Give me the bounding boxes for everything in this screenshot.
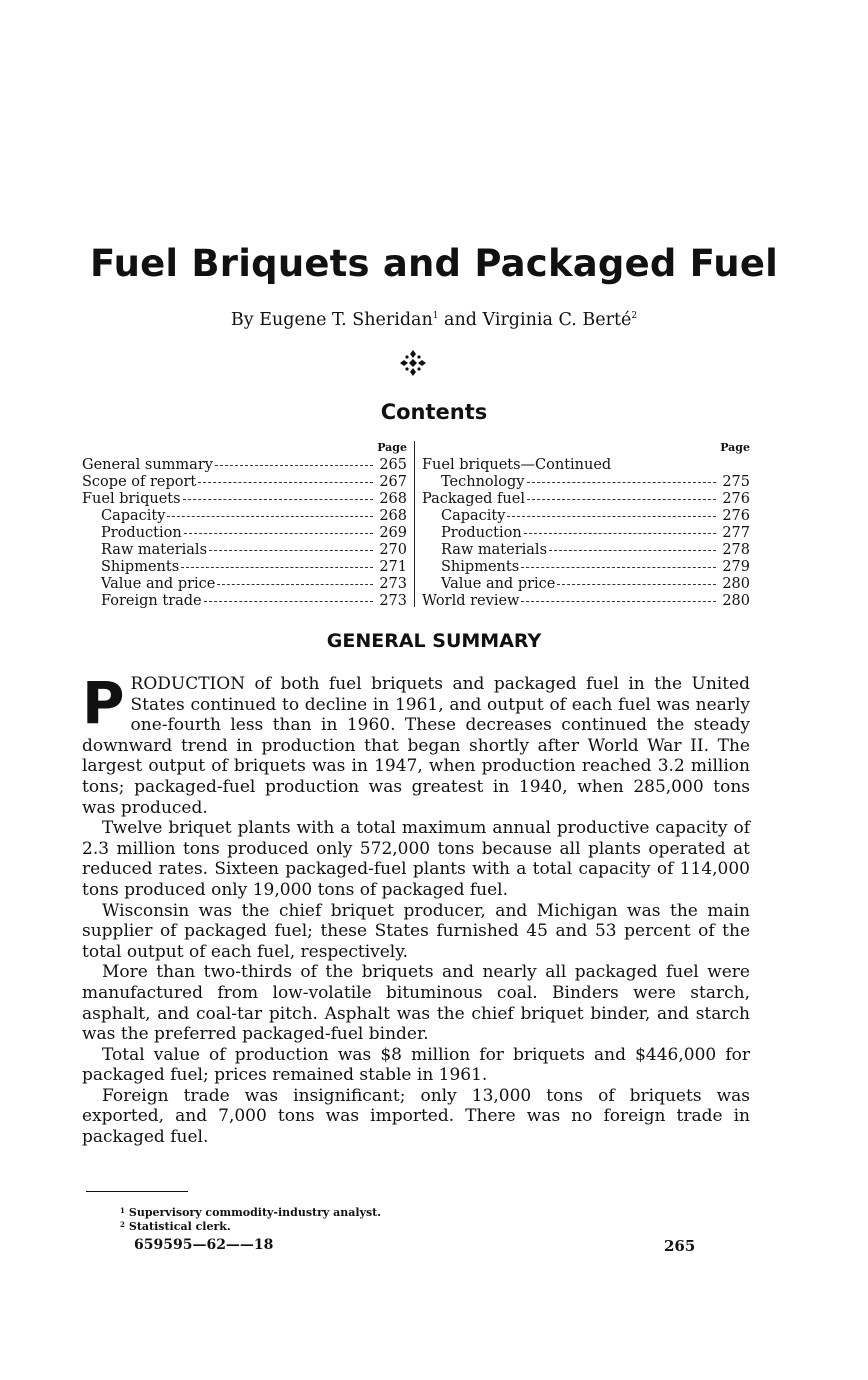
- contents-left-column: [82, 439, 407, 610]
- toc-entry-page: 268: [379, 508, 407, 524]
- toc-entry: [422, 525, 750, 542]
- toc-entry-label: Capacity: [101, 508, 166, 524]
- toc-entry-label: Foreign trade: [101, 593, 202, 609]
- paragraph: Wisconsin was the chief briquet producer, and Michigan was the main supplier of packaged fuel; these States furnished 45 and 53 percent of the total output of each fuel, respectively.: [82, 900, 750, 962]
- toc-entry-page: 265: [379, 457, 407, 473]
- toc-entry: [422, 593, 750, 610]
- print-code: 659595—62——18: [134, 1237, 274, 1253]
- toc-entry-page: 278: [722, 542, 750, 558]
- toc-entry: [82, 491, 407, 508]
- toc-entry-page: 276: [722, 508, 750, 524]
- toc-entry-label: Raw materials: [441, 542, 548, 558]
- toc-leader: [209, 550, 373, 551]
- toc-entry-page: 268: [379, 491, 407, 507]
- toc-leader: [527, 482, 717, 483]
- toc-leader: [557, 584, 716, 585]
- toc-entry-label: Scope of report: [82, 474, 197, 490]
- toc-entry-page: 280: [722, 576, 750, 592]
- toc-entry-page: 273: [379, 576, 407, 592]
- author-1: By Eugene T. Sheridan: [230, 310, 433, 330]
- toc-entry-label: Value and price: [101, 576, 216, 592]
- toc-entry-page: 276: [722, 491, 750, 507]
- toc-leader: [198, 482, 373, 483]
- toc-leader: [549, 550, 716, 551]
- toc-entry-page: 267: [379, 474, 407, 490]
- contents-right-column: [422, 439, 750, 610]
- toc-leader: [527, 499, 716, 500]
- footnotes: [120, 1205, 381, 1233]
- toc-entry: [422, 508, 750, 525]
- toc-entry: [422, 576, 750, 593]
- paragraph: Total value of production was $8 million for briquets and $446,000 for packaged fuel; prices remained stable in 1961.: [82, 1044, 750, 1086]
- toc-leader: [183, 499, 374, 500]
- footnote: $^1$ Supervisory commodity-industry analyst.: [120, 1206, 382, 1219]
- toc-entry-page: 270: [379, 542, 407, 558]
- contents-divider: [414, 441, 415, 607]
- contents-heading: Contents: [380, 400, 488, 424]
- toc-entry-label: Fuel briquets—Continued: [422, 457, 612, 473]
- toc-entry-page: 275: [722, 474, 750, 490]
- paragraph: Foreign trade was insignificant; only 13,000 tons of briquets was exported, and 7,000 tons was imported. There was no foreign trade in packaged fuel.: [82, 1085, 750, 1148]
- toc-leader: [215, 465, 373, 466]
- first-paragraph-text: RODUCTION of both fuel briquets and packaged fuel in the United States continued to decline in 1961, and output of each fuel was nearly one-fourth less than in 1960. These decreases continued the steady downward trend in production that began shortly after World War II. The largest output of briquets was in 1947, when production reached 3.2 million tons; packaged-fuel production was greatest in 1940, when 285,000 tons was produced.: [82, 674, 750, 818]
- toc-entry: [422, 457, 750, 474]
- toc-entry: [422, 474, 750, 491]
- page-column-header: Page: [377, 441, 407, 454]
- toc-entry: [82, 593, 407, 610]
- toc-entry: [82, 508, 407, 525]
- toc-entry-label: Production: [441, 525, 522, 541]
- toc-leader: [524, 533, 717, 534]
- paragraph: Twelve briquet plants with a total maximum annual productive capacity of 2.3 million tons produced only 572,000 tons because all plants operated at reduced rates. Sixteen packaged-fuel plants with a total capacity of 114,000 tons produced only 19,000 tons of packaged fuel.: [82, 818, 750, 900]
- page-column-header: Page: [720, 441, 750, 454]
- toc-entry-label: Value and price: [441, 576, 556, 592]
- ornament-icon: [400, 350, 426, 376]
- section-heading: GENERAL SUMMARY: [326, 630, 542, 652]
- footnote: $^2$ Statistical clerk.: [120, 1220, 231, 1233]
- body-text: [82, 669, 750, 1148]
- toc-entry-label: Packaged fuel: [422, 491, 525, 507]
- toc-entry-label: Production: [101, 525, 182, 541]
- toc-entry: [422, 491, 750, 508]
- paragraph: More than two-thirds of the briquets and nearly all packaged fuel were manufactured from low-volatile bituminous coal. Binders were starch, asphalt, and coal-tar pitch. Asphalt was the chief briquet binder, and starch was the preferred packaged-fuel binder.: [82, 962, 750, 1045]
- toc-leader: [181, 567, 373, 568]
- toc-leader: [217, 584, 373, 585]
- toc-entry-label: Shipments: [101, 559, 180, 575]
- toc-entry-label: Raw materials: [101, 542, 208, 558]
- footnote-rule: [86, 1191, 188, 1192]
- toc-entry: [422, 559, 750, 576]
- toc-leader: [521, 567, 716, 568]
- toc-entry-page: 271: [379, 559, 407, 575]
- toc-entry-label: General summary: [82, 457, 213, 473]
- toc-leader: [521, 601, 716, 602]
- toc-entry-label: Technology: [441, 474, 525, 490]
- toc-entry: [82, 474, 407, 491]
- author-2: and Virginia C. Berté: [444, 310, 632, 330]
- toc-entry: [82, 559, 407, 576]
- toc-entry-label: Shipments: [441, 559, 520, 575]
- toc-entry-label: Capacity: [441, 508, 506, 524]
- footnote-mark-1: 1: [432, 311, 439, 321]
- toc-entry: [82, 525, 407, 542]
- toc-entry-label: Fuel briquets: [82, 491, 181, 507]
- page-title: Fuel Briquets and Packaged Fuel: [89, 242, 779, 285]
- paragraph: [82, 669, 750, 818]
- toc-entry: [82, 457, 407, 474]
- toc-leader: [204, 601, 374, 602]
- toc-entry: [422, 542, 750, 559]
- toc-leader: [507, 516, 716, 517]
- drop-cap: P: [82, 669, 125, 737]
- toc-entry-page: 277: [722, 525, 750, 541]
- toc-entry: [82, 576, 407, 593]
- toc-leader: [184, 533, 374, 534]
- toc-entry-page: 279: [722, 559, 750, 575]
- page-number: 265: [664, 1237, 696, 1255]
- toc-entry-page: 280: [722, 593, 750, 609]
- byline: [0, 310, 868, 330]
- toc-entry-page: 273: [379, 593, 407, 609]
- toc-leader: [167, 516, 373, 517]
- toc-entry-page: 269: [379, 525, 407, 541]
- toc-entry: [82, 542, 407, 559]
- toc-entry-label: World review: [422, 593, 520, 609]
- footnote-mark-2: 2: [631, 311, 638, 321]
